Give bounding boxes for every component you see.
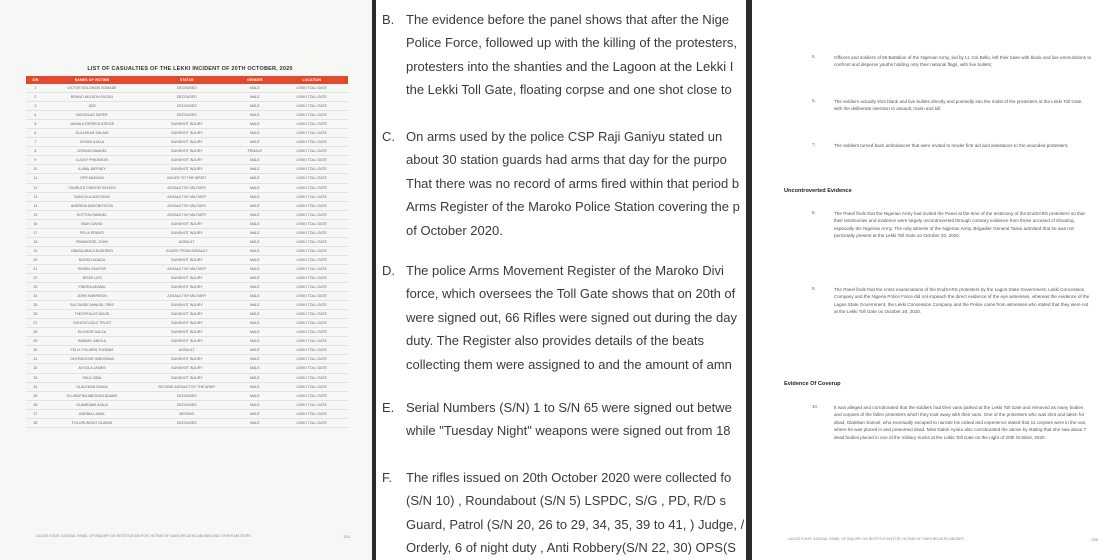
table-cell: ONYEMUCHE OMEONWA (45, 355, 139, 364)
table-row (26, 273, 348, 282)
table-cell: MALE (234, 391, 275, 400)
table-cell: OGHOVOJOLO TRUST (45, 319, 139, 328)
table-cell: EDWIN OKAFOR (45, 264, 139, 273)
table-row (26, 138, 348, 147)
table-row (26, 246, 348, 255)
table-cell: SAMUEL ABIOLA (45, 337, 139, 346)
table-cell: JESSE UZO (45, 273, 139, 282)
table-cell: MALE (234, 346, 275, 355)
table-cell: MALE (234, 273, 275, 282)
table-cell: GUNSHOT INJURY (139, 120, 234, 129)
table-cell: 6 (26, 129, 45, 138)
table-cell: MALE (234, 120, 275, 129)
table-cell: 13 (26, 192, 45, 201)
column-header: GENDER (234, 76, 275, 84)
table-row (26, 264, 348, 273)
table-cell: DECEASED (139, 391, 234, 400)
table-cell: CHARLES CHIDOKI EKHOSI (45, 183, 139, 192)
table-cell: MALE (234, 219, 275, 228)
table-cell: 5 (26, 120, 45, 129)
table-cell: 16 (26, 219, 45, 228)
item-text: The Panel finds that the cross examinations of the EndSARS protesters by the Lagos State Government, Lekki Concession Company and the Nigeria Police Force did not impeach the direct evidence of the eye witnesses, whereas the evidence of the Lagos State Government, the Lekki Concession Company and the Police came from witnesses who stated that they were not at the Lekki Toll Gate on October 20, 2020. (834, 287, 1090, 315)
table-cell: 25 (26, 301, 45, 310)
item-text: The soldiers turned back ambulances that were invited to render first aid and assistance to the wounded protesters; (834, 143, 1069, 148)
table-cell: 17 (26, 228, 45, 237)
table-cell: LEKKI TOLL GATE (275, 129, 348, 138)
table-cell: LEKKI TOLL GATE (275, 373, 348, 382)
table-cell: 29 (26, 337, 45, 346)
table-cell: FEMIMODEL JOHN (45, 237, 139, 246)
table-cell: MALE (234, 409, 275, 418)
section-heading-coverup: Evidence Of Coverup (784, 381, 841, 387)
table-row (26, 111, 348, 120)
table-cell: OLAMIDAMI AJALA (45, 400, 139, 409)
item-number: 9. (812, 286, 816, 291)
table-row (26, 337, 348, 346)
table-cell: LEKKI TOLL GATE (275, 102, 348, 111)
table-row (26, 147, 348, 156)
table-cell: LEKKI TOLL GATE (275, 328, 348, 337)
column-header: S/N (26, 76, 45, 84)
table-row (26, 355, 348, 364)
table-cell: MALE (234, 246, 275, 255)
table-cell: 35 (26, 391, 45, 400)
table-row (26, 120, 348, 129)
table-row (26, 237, 348, 246)
table-row (26, 210, 348, 219)
table-cell: 11 (26, 174, 45, 183)
table-cell: MALE (234, 84, 275, 93)
table-cell: MALE (234, 111, 275, 120)
table-cell: MALE (234, 418, 275, 427)
table-cell: DECEASED (139, 102, 234, 111)
paragraph-marker: F. (382, 470, 393, 485)
table-cell: INJURY TO THE WRIST (139, 174, 234, 183)
table-row (26, 418, 348, 427)
table-cell: LEKKI TOLL GATE (275, 210, 348, 219)
table-cell: MALE (234, 283, 275, 292)
item-number: 7. (812, 142, 816, 147)
table-cell: ASSAULT BY MILITARY (139, 292, 234, 301)
table-cell: GUNSHOT INJURY (139, 310, 234, 319)
paragraph-marker: C. (382, 129, 395, 144)
table-row (26, 301, 348, 310)
table-row (26, 391, 348, 400)
table-cell: FEMALE (234, 147, 275, 156)
table-cell: DECEASED (139, 84, 234, 93)
table-cell: LEKKI TOLL GATE (275, 292, 348, 301)
table-cell: NICHOLAS SAFER (45, 111, 139, 120)
right-page-footer: LAGOS STATE JUDICIAL PANEL OF INQUIRY ON RESTITUTION FOR VICTIMS OF SARS RELATED ABUSES (788, 537, 964, 541)
table-cell: MALE (234, 301, 275, 310)
section-heading-uncontroverted: Uncontroverted Evidence (784, 188, 852, 194)
table-cell: 12 (26, 183, 45, 192)
table-cell: MALE (234, 337, 275, 346)
table-cell: LEKKI TOLL GATE (275, 418, 348, 427)
table-cell: LEKKI TOLL GATE (275, 310, 348, 319)
table-cell: JOHN HARRISON (45, 292, 139, 301)
table-row (26, 373, 348, 382)
text-line: of October 2020. (406, 222, 503, 238)
table-cell: LEKKI TOLL GATE (275, 346, 348, 355)
table-cell: ANDREW ADEGBOYEGA (45, 201, 139, 210)
left-page-footer: LAGOS STATE JUDICIAL PANEL OF INQUIRY ON RESTITUTION FOR VICTIMS OF SARS RELATED ABUSES AND OTHER MATTERS (36, 534, 251, 538)
table-cell: MALE (234, 183, 275, 192)
table-cell: 27 (26, 319, 45, 328)
table-cell: MALE (234, 102, 275, 111)
table-cell: FOLORUNSHO OLABISI (45, 418, 139, 427)
table-cell: 33 (26, 373, 45, 382)
table-cell: OLALEKAN SALAMI (45, 129, 139, 138)
table-cell: LEKKI TOLL GATE (275, 138, 348, 147)
table-cell: 34 (26, 382, 45, 391)
table-cell: MALE (234, 382, 275, 391)
table-cell: GUNSHOT INJURY (139, 373, 234, 382)
table-row (26, 129, 348, 138)
paragraph-marker: B. (382, 12, 395, 27)
table-cell: GUNSHOT INJURY (139, 219, 234, 228)
text-line: the Lekki Toll Gate, floating corpse and one shot close to (406, 82, 732, 98)
table-cell: LEKKI TOLL GATE (275, 192, 348, 201)
table-cell: MALE (234, 228, 275, 237)
table-cell: GUNSHOT INJURY (139, 228, 234, 237)
table-cell: GUNSHOT INJURY (139, 129, 234, 138)
text-line: (S/N 10) , Roundabout (S/N 5) LSPDC, S/G , PD, R/D s (406, 493, 727, 509)
table-row (26, 165, 348, 174)
table-row (26, 183, 348, 192)
table-cell: LEKKI TOLL GATE (275, 264, 348, 273)
table-cell: GUNSHOT INJURY (139, 273, 234, 282)
table-row (26, 400, 348, 409)
table-cell: 37 (26, 409, 45, 418)
table-row (26, 84, 348, 93)
table-cell: LEKKI TOLL GATE (275, 301, 348, 310)
table-cell: OLUWAFIMI ABIODUN ADAMS (45, 391, 139, 400)
table-cell: 18 (26, 237, 45, 246)
table-cell: OBASA ABDULRASHEED (45, 246, 139, 255)
table-cell: LEKKI TOLL GATE (275, 219, 348, 228)
table-cell: ELISHOR DALZA (45, 328, 139, 337)
table-cell: LEKKI TOLL GATE (275, 355, 348, 364)
text-line: duty. The Register also provides details of the beats (406, 333, 704, 349)
text-line: Orderly, 6 of night duty , Anti Robbery(S/N 22, 30) OPS(S (406, 540, 736, 556)
table-cell: GUNSHOT INJURY (139, 165, 234, 174)
table-cell: LEKKI TOLL GATE (275, 319, 348, 328)
text-line: That there was no record of arms fired within that period b (406, 175, 740, 191)
text-line: On arms used by the police CSP Raji Ganiyu stated un (406, 129, 723, 144)
casualty-table-body (26, 84, 348, 427)
table-cell: GUNSHOT INJURY (139, 138, 234, 147)
table-cell: LEKKI TOLL GATE (275, 400, 348, 409)
table-cell: GUNSHOT INJURY (139, 355, 234, 364)
table-cell: MALE (234, 255, 275, 264)
table-cell: 9 (26, 156, 45, 165)
table-cell: LEKKI TOLL GATE (275, 364, 348, 373)
table-cell: 19 (26, 246, 45, 255)
text-line: Serial Numbers (S/N) 1 to S/N 65 were signed out betwe (406, 400, 732, 415)
table-cell: GUNSHOT INJURY (139, 147, 234, 156)
table-row (26, 364, 348, 373)
table-cell: FELIX ERANTI (45, 228, 139, 237)
table-row (26, 409, 348, 418)
table-row (26, 192, 348, 201)
text-line: Police Force, followed up with the killing of the protesters, (406, 35, 737, 51)
table-cell: VICTOR SOLOMON SOMADE (45, 84, 139, 93)
paragraph-marker: D. (382, 263, 395, 278)
table-cell: 4 (26, 111, 45, 120)
table-row (26, 156, 348, 165)
table-cell: ASSAULT BY MILITARY (139, 201, 234, 210)
table-row (26, 346, 348, 355)
table-cell: 2 (26, 93, 45, 102)
left-document-page (0, 0, 372, 560)
table-cell: DECEASED (139, 93, 234, 102)
table-cell: NONSO AGADA (45, 255, 139, 264)
table-cell: LEKKI TOLL GATE (275, 337, 348, 346)
table-cell: ASSAULT BY MILITARY (139, 192, 234, 201)
table-cell: ILUMA JAFFNEY (45, 165, 139, 174)
table-cell: OLALEKAN ISIAKA (45, 382, 139, 391)
table-cell: MALE (234, 373, 275, 382)
table-row (26, 219, 348, 228)
table-cell: 3 (26, 102, 45, 111)
table-cell: MALE (234, 364, 275, 373)
casualty-list-title: LIST OF CASUALTIES OF THE LEKKI INCIDENT OF 20TH OCTOBER, 2020 (87, 66, 293, 72)
table-cell: DECEASED (139, 418, 234, 427)
table-cell: GUNSHOT INJURY (139, 301, 234, 310)
table-cell: THEOPHILUS DAVID (45, 310, 139, 319)
table-cell: LEKKI TOLL GATE (275, 165, 348, 174)
table-cell: ASSAULT BY MILITARY (139, 183, 234, 192)
table-cell: MISSING (139, 409, 234, 418)
table-cell: MALE (234, 237, 275, 246)
table-cell: MALE (234, 400, 275, 409)
column-header: NAMES OF VICTIMS (45, 76, 139, 84)
item-text: It was alleged and corroborated that the soldiers had their vans parked at the Lekki Toll Gate and removed as many bodies and corpses of the fallen protesters which they took away with their vans. One of the protesters who was shot and taken for dead, Olalekan Sanusi, who eventually escaped to narrate his ordeal and experience stated that 11 corpses were in the van, where he was placed in and presumed dead. Miss Dabiri Ayoku also corroborated the above by stating that she saw about 7 dead bodies placed in one of the military trucks at the Lekki Toll Gate on the night of 20th October, 2020. (834, 405, 1087, 440)
text-line: about 30 station guards had arms that day for the purpo (406, 152, 727, 168)
text-line: The police Arms Movement Register of the Maroko Divi (406, 263, 724, 278)
table-cell: LEKKI TOLL GATE (275, 111, 348, 120)
table-cell: 31 (26, 355, 45, 364)
table-cell: 30 (26, 346, 45, 355)
item-text: The soldiers actually shot blank and live bullets directly and pointedly into the midst of the protesters at the Lekki Toll Gate, with the deliberate intention to assault, maim and kill; (834, 99, 1083, 112)
text-line: protesters into the shanties and the Lagoon at the Lekki I (406, 58, 734, 74)
table-row (26, 382, 348, 391)
table-cell: LEKKI TOLL GATE (275, 246, 348, 255)
table-cell: 22 (26, 273, 45, 282)
table-cell: FINDRA ADAMU (45, 283, 139, 292)
table-cell: KOTTON SAMUEL (45, 210, 139, 219)
table-cell: LEKKI TOLL GATE (275, 201, 348, 210)
table-cell: ASSAULT (139, 237, 234, 246)
paragraph-marker: E. (382, 400, 395, 415)
table-cell: GUNSHOT INJURY (139, 337, 234, 346)
table-cell: LEKKI TOLL GATE (275, 120, 348, 129)
table-cell: LEKKI TOLL GATE (275, 156, 348, 165)
table-cell: 26 (26, 310, 45, 319)
table-cell: ASIEBIA LAWAL (45, 409, 139, 418)
table-cell: 14 (26, 201, 45, 210)
table-row (26, 102, 348, 111)
table-cell: LEKKI TOLL GATE (275, 283, 348, 292)
table-cell: GUNSHOT INJURY (139, 255, 234, 264)
table-cell: MALE (234, 165, 275, 174)
table-cell: 21 (26, 264, 45, 273)
text-line: were signed out, 66 Rifles were signed out during the day (406, 309, 737, 325)
table-cell: DECEASED (139, 111, 234, 120)
text-line: The evidence before the panel shows that after the Nige (406, 12, 730, 27)
table-cell: LEKKI TOLL GATE (275, 93, 348, 102)
table-cell: 7 (26, 138, 45, 147)
table-cell: MALE (234, 355, 275, 364)
table-cell: AYOOLA JAMES (45, 364, 139, 373)
item-text: Officers and soldiers of 65 Battalion of the Nigerian Army, led by Lt. Col Bello, left their base with blank and live ammunitions to confront and disperse youths holding only their national flags, with live bullets; (834, 55, 1092, 68)
table-cell: MALE (234, 129, 275, 138)
table-cell: GUNSHOT INJURY (139, 328, 234, 337)
table-cell: 36 (26, 400, 45, 409)
table-cell: IBUKI DAVID (45, 219, 139, 228)
item-number: 6. (812, 98, 816, 103)
table-cell: 1 (26, 84, 45, 93)
table-cell: MALE (234, 328, 275, 337)
table-cell: MALE (234, 264, 275, 273)
table-cell: OPE MUMUNI (45, 174, 139, 183)
table-cell: MALE (234, 138, 275, 147)
text-line: force, which oversees the Toll Gate shows that on 20th of (406, 286, 736, 302)
table-cell: MALE (234, 210, 275, 219)
table-cell: MALE (234, 93, 275, 102)
table-cell: 24 (26, 292, 45, 301)
table-cell: FELIX FOLARIN THOMAS (45, 346, 139, 355)
text-line: Arms Register of the Maroko Police Station covering the p (406, 199, 740, 215)
table-cell: ASSAULT BY MILITARY (139, 264, 234, 273)
table-row (26, 228, 348, 237)
table-cell: BRUNO NELSON ISIOGU (45, 93, 139, 102)
table-row (26, 93, 348, 102)
table-cell: SECOND ASSAULT BY THE ARMY (139, 382, 234, 391)
table-cell: MALE (234, 310, 275, 319)
table-cell: INJURY FROM ASSAULT (139, 246, 234, 255)
table-cell: 15 (26, 210, 45, 219)
table-cell: SULTANDE ANNUEL ORIS (45, 301, 139, 310)
table-cell: GUNSHOT INJURY (139, 364, 234, 373)
table-cell: JUWALA PATRICK ATIEGE (45, 120, 139, 129)
table-row (26, 310, 348, 319)
table-cell: LEKKI TOLL GATE (275, 237, 348, 246)
item-text: The Panel finds that the Nigerian Army had invited the Panel at the time of the testimony of the EndSARS protesters so that their testimonies and evidence were largely uncontroverted through contrary evidence from those accused of shooting, especially the Nigerian Army. The only witness of the Nigerian Army, Brigadier General Taiwo admitted that he was not personally present at the Lekki Toll Gate on October 20, 2020. (834, 211, 1085, 239)
table-row (26, 201, 348, 210)
table-row (26, 283, 348, 292)
table-cell: PAUL OBIA (45, 373, 139, 382)
table-cell: 20 (26, 255, 45, 264)
table-cell: JOSHUA SAMUEL (45, 147, 139, 156)
casualty-table-header (26, 76, 348, 84)
table-cell: MALE (234, 201, 275, 210)
table-cell: GUNSHOT INJURY (139, 283, 234, 292)
column-header: STATUS (139, 76, 234, 84)
table-cell: 23 (26, 283, 45, 292)
table-cell: JIDE (45, 102, 139, 111)
table-cell: LEKKI TOLL GATE (275, 382, 348, 391)
text-line: collecting them were assigned to and the amount of amn (406, 356, 732, 372)
text-line: Guard, Patrol (S/N 20, 26 to 29, 34, 35, 39 to 41, ) Judge, / (406, 516, 745, 532)
middle-document-page (376, 0, 746, 560)
table-cell: MALE (234, 192, 275, 201)
table-cell: MALE (234, 174, 275, 183)
table-cell: MALE (234, 319, 275, 328)
item-number: 5. (812, 54, 816, 59)
table-cell: 28 (26, 328, 45, 337)
table-cell: MALE (234, 156, 275, 165)
table-row (26, 292, 348, 301)
table-cell: DANLOLA ADEOGUN (45, 192, 139, 201)
table-row (26, 255, 348, 264)
table-cell: ASSAULT (139, 346, 234, 355)
left-page-number: 310 (343, 534, 350, 539)
text-line: while "Tuesday Night" weapons were signed out from 18 (406, 423, 731, 439)
column-header: LOCATION (275, 76, 348, 84)
table-cell: LEKKI TOLL GATE (275, 174, 348, 183)
table-cell: ASSAULT BY MILITARY (139, 210, 234, 219)
table-cell: 32 (26, 364, 45, 373)
table-cell: IDOWU AJALA (45, 138, 139, 147)
table-cell: GUNSHOT INJURY (139, 319, 234, 328)
table-cell: MALE (234, 292, 275, 301)
table-cell: 8 (26, 147, 45, 156)
table-cell: LEKKI TOLL GATE (275, 147, 348, 156)
table-cell: LEKKI TOLL GATE (275, 273, 348, 282)
right-document-page (752, 0, 1120, 560)
table-cell: 10 (26, 165, 45, 174)
table-cell: LEKKI TOLL GATE (275, 255, 348, 264)
item-number: 8. (812, 210, 816, 215)
table-cell: LEKKI TOLL GATE (275, 84, 348, 93)
table-cell: LEKKI TOLL GATE (275, 228, 348, 237)
table-row (26, 328, 348, 337)
table-row (26, 174, 348, 183)
item-number: 10. (812, 404, 819, 409)
table-cell: DECEASED (139, 400, 234, 409)
table-cell: LEKKI TOLL GATE (275, 391, 348, 400)
right-page-number: 295 (1091, 537, 1098, 542)
table-row (26, 319, 348, 328)
table-cell: LUCKY PHILEMON (45, 156, 139, 165)
casualty-table (26, 76, 348, 428)
table-cell: 38 (26, 418, 45, 427)
table-cell: LEKKI TOLL GATE (275, 183, 348, 192)
table-cell: LEKKI TOLL GATE (275, 409, 348, 418)
table-cell: GUNSHOT INJURY (139, 156, 234, 165)
text-line: The rifles issued on 20th October 2020 were collected fo (406, 470, 732, 485)
